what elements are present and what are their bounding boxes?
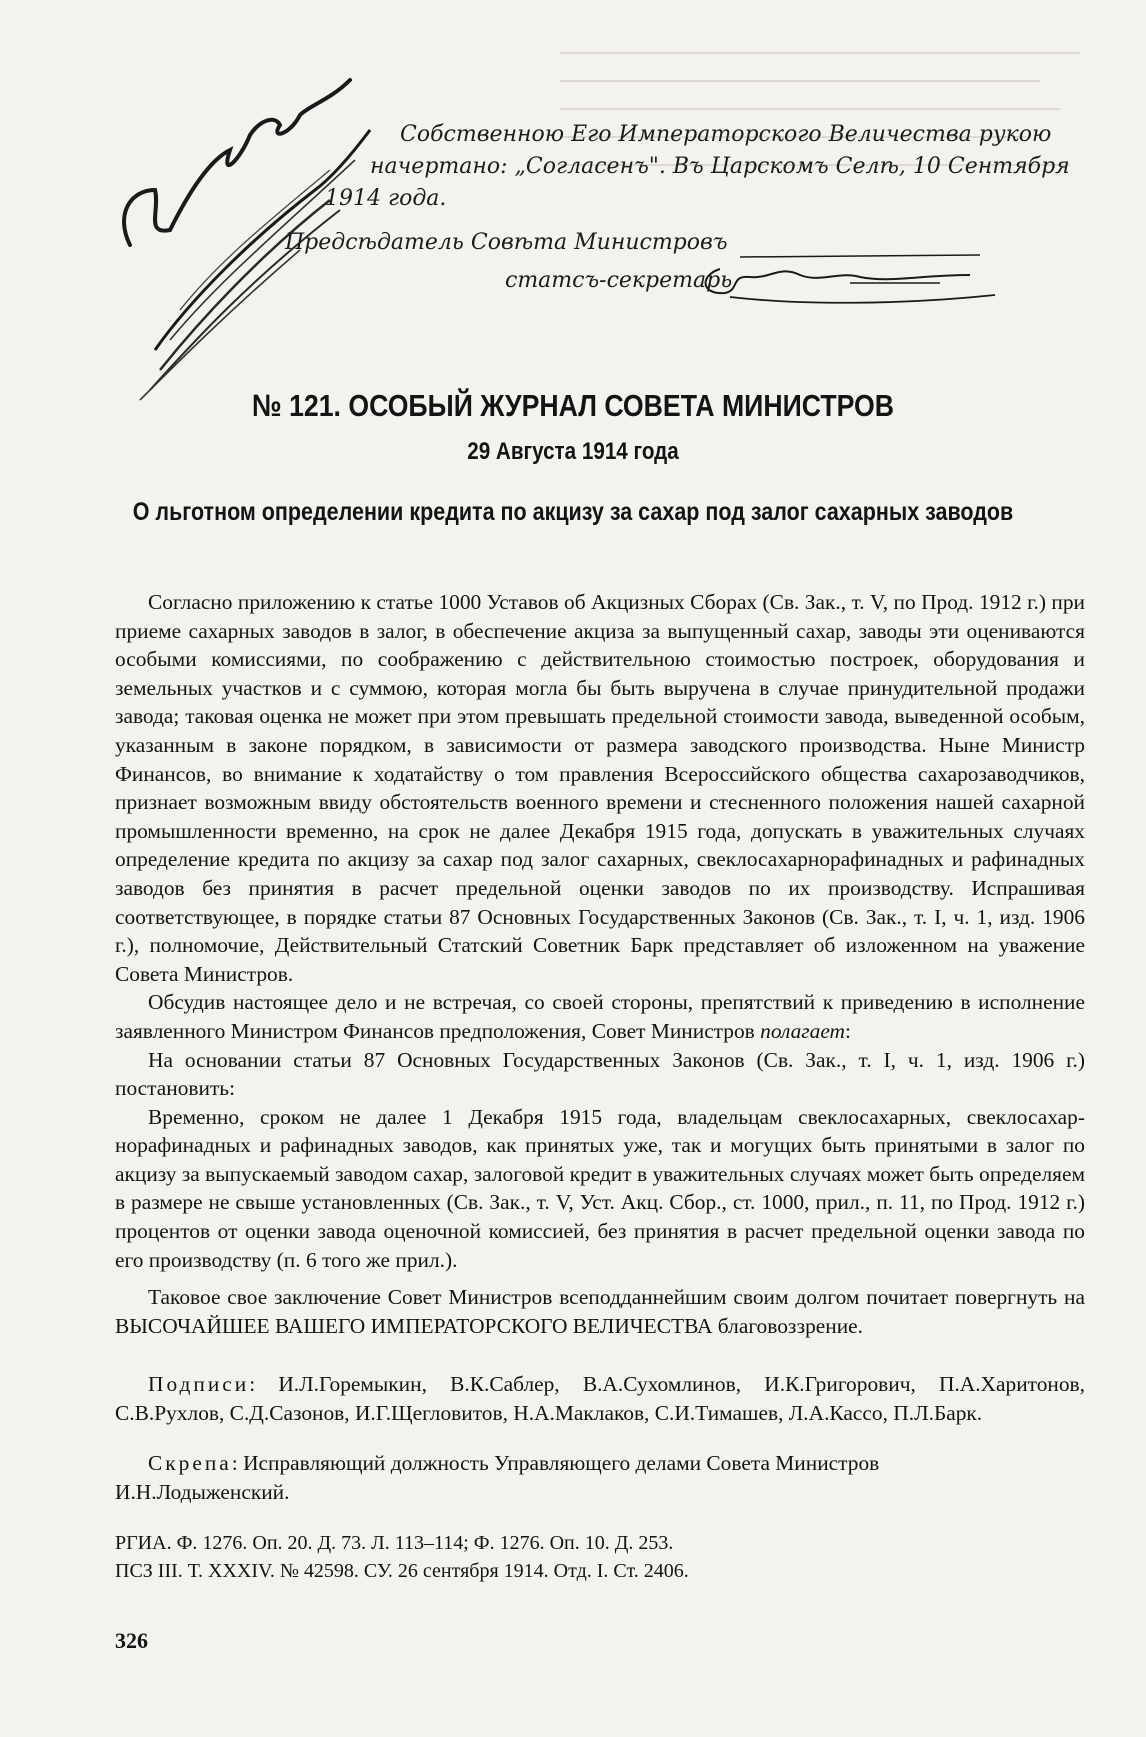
- paragraph-2-text: Обсудив настоящее дело и не встречая, со своей стороны, препятствий к приведению в исполнение заявленного Министром Финансов предположения, Совет Министров: [115, 990, 1085, 1043]
- page-number: 326: [115, 1628, 148, 1653]
- reference-line-1: РГИА. Ф. 1276. Оп. 20. Д. 73. Л. 113–114; Ф. 1276. Оп. 10. Д. 253.: [115, 1532, 674, 1554]
- annotation-line-2: начертано: „Согласенъ". Въ Царскомъ Селѣ, 10 Сентября: [370, 154, 1070, 179]
- paragraph-3: На основании статьи 87 Основных Государственных Законов (Св. Зак., т. I, ч. 1, изд. 1906 г.) постановить:: [115, 1047, 1085, 1101]
- paragraph-5: Таковое свое заключение Совет Министров всеподданнейшим своим долгом почитает повергнуть на ВЫСОЧАЙШЕЕ ВАШЕГО ИМПЕРАТОРСКОГО ВЕЛИЧЕСТВА благовоззрение.: [115, 1285, 1085, 1338]
- annotation-line-4: Предсѣдатель Совѣта Министровъ: [285, 230, 728, 255]
- annotation-line-1: Собственною Его Императорского Величества рукою: [400, 122, 1052, 147]
- signatures-label: Подписи: [148, 1372, 250, 1396]
- signatures-block: [115, 1370, 1085, 1427]
- skrepa-block: [115, 1449, 1015, 1506]
- signatures: [115, 1370, 1085, 1427]
- signatures-names: : И.Л.Горемыкин, В.К.Саблер, В.А.Сухомлинов, И.К.Григорович, П.А.Харитонов, С.В.Рухлов, С.Д.Сазонов, И.Г.Щегловитов, Н.А.Маклаков, С.И.Тимашев, Л.А.Кассо, П.Л.Барк.: [115, 1372, 1085, 1425]
- conclusion-block: [115, 1283, 1085, 1340]
- annotation-line-3: 1914 года.: [325, 186, 447, 211]
- paragraph-4: Временно, сроком не далее 1 Декабря 1915 года, владельцам свеклосахарных, свеклосахарнорафинадных и рафинадных заводов, как принятых уже, так и могущих быть принятыми в залог по акцизу за выпускаемый заводом сахар, залоговой кредит в уважительных случаях может быть определяем в размере не свыше установленных (Св. Зак., т. V, Уст. Акц. Сбор., ст. 1000, прил., п. 11, по Прод. 1912 г.) процентов от оценки завода оценочной комиссией, без принятия в расчет предельной оценки завода по его производству (п. 6 того же прил.).: [115, 1104, 1085, 1272]
- reference-line-2: ПСЗ III. Т. XXXIV. № 42598. СУ. 26 сентября 1914. Отд. I. Ст. 2406.: [115, 1560, 689, 1582]
- document-date: 29 Августа 1914 года: [467, 438, 679, 465]
- paragraph-1: Согласно приложению к статье 1000 Уставов об Акцизных Сборах (Св. Зак., т. V, по Прод. 1912 г.) при приеме сахарных заводов в залог, в обеспечение акциза за выпущенный сахар, заводы эти оцениваются особыми комиссиями, по соображению с действительною стоимостью построек, оборудования и земельных участков и с суммою, которая могла бы быть выручена в случае принудительной продажи завода; таковая оценка не может при этом превышать предельной стоимости завода, выведенной особым, указанным в законе порядком, в зависимости от размера заводского производства. Ныне Министр Финансов, во внимание к ходатайству о том правления Всероссийского общества сахарозаводчиков, признает возможным ввиду обстоятельств военного времени и стесненного положения нашей сахарной промышленности временно, на срок не далее Декабря 1915 года, допускать в уважительных случаях определение кредита по акцизу за сахар под залог сахарных, свеклосахарнорафинадных и рафинадных заводов без принятия в расчет предельной оценки заводов по их производству. Испрашивая соответствующее, в порядке статьи 87 Основных Государственных Законов (Св. Зак., т. I, ч. 1, изд. 1906 г.), полномочие, Действительный Статский Советник Барк представляет об изложенном на уважение Совета Министров.: [115, 590, 1085, 986]
- skrepa: [115, 1449, 1015, 1506]
- countersignature-image: [680, 235, 1000, 315]
- document-number-title: № 121. ОСОБЫЙ ЖУРНАЛ СОВЕТА МИНИСТРОВ: [251, 388, 895, 423]
- imperial-signature-image: [100, 40, 390, 410]
- document-body: [115, 588, 1085, 1274]
- skrepa-text: : Исправляющий должность Управляющего делами Совета Министров И.Н.Лодыженский.: [115, 1451, 880, 1504]
- paragraph-2-italic: полагает: [760, 1018, 845, 1043]
- annotation-line-5: статсъ-секретарь: [505, 268, 733, 293]
- paragraph-2: [115, 988, 1085, 1045]
- skrepa-label: Скрепа: [148, 1451, 232, 1475]
- document-subject: О льготном определении кредита по акцизу за сахар под залог сахарных заводов: [132, 498, 1014, 526]
- paragraph-2-colon: :: [844, 1018, 851, 1043]
